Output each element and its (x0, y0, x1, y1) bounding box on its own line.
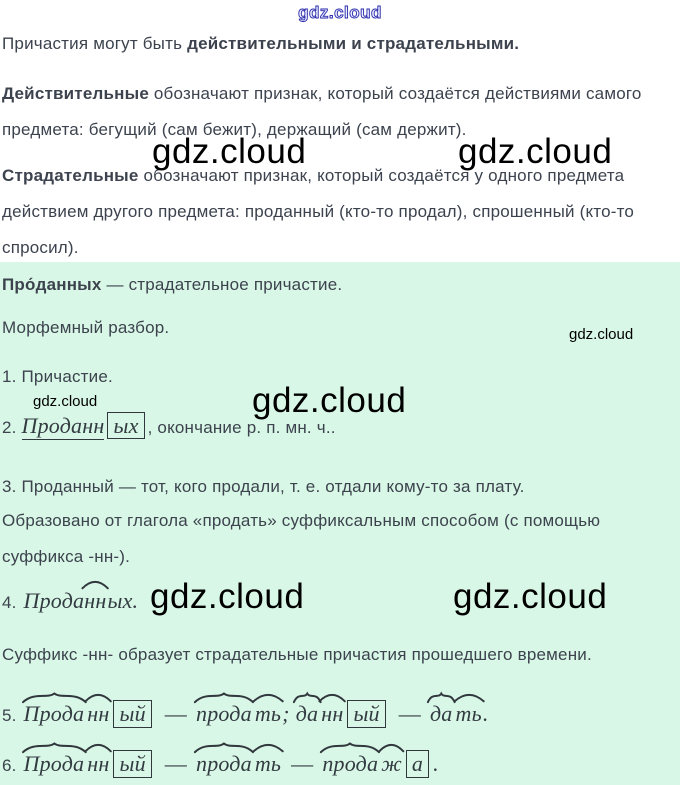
morpheme-suffix (87, 751, 109, 777)
morpheme-text: ть (455, 701, 482, 726)
item-2-description: , окончание р. п. мн. ч.. (147, 418, 336, 437)
morpheme-plain (282, 701, 290, 727)
morpheme-text: да (295, 701, 319, 726)
morpheme-text: нн (321, 701, 344, 726)
watermark-outline-top: gdz.cloud (298, 3, 382, 22)
morpheme-text: да (429, 701, 453, 726)
morpheme-suffix (255, 751, 281, 777)
morpheme-ending (113, 700, 151, 728)
suffix-arc-icon (84, 691, 112, 703)
morpheme-root (24, 751, 85, 777)
root-arc-icon (21, 691, 88, 703)
morpheme-root (430, 701, 453, 727)
suffix-arc-icon (252, 741, 284, 753)
analysis-item-6 (2, 750, 445, 778)
suffix-arc-icon (453, 691, 485, 703)
morpheme-text: прода (322, 751, 379, 776)
root-arc-icon (193, 691, 255, 703)
item-2-word-stem: Проданн (21, 413, 105, 438)
morpheme-text: ть (254, 751, 282, 776)
morpheme-text: прода (196, 751, 252, 776)
morpheme-text: . (433, 751, 439, 776)
dash-separator: — (291, 751, 314, 776)
morpheme-plain (24, 588, 85, 614)
morpheme-root (24, 701, 85, 727)
morpheme-word (296, 700, 390, 728)
suffix-arc-icon (84, 741, 112, 753)
suffix-arc-icon (318, 691, 346, 703)
dash-separator: — (164, 751, 187, 776)
item-2-word-ending-box: ых (107, 412, 144, 439)
bold-text-segment: действительными и страдательными. (187, 34, 520, 53)
analysis-item-3: 3. Проданный — тот, кого продали, т. е. отдали кому-то за плату. (2, 477, 525, 496)
morpheme-text: а (411, 751, 424, 776)
analysis-item-5 (2, 700, 495, 728)
morpheme-ending (406, 750, 429, 778)
bold-text-segment: Про́данных (2, 275, 102, 294)
watermark: gdz.cloud (33, 393, 98, 410)
morpheme-text: . (482, 701, 489, 726)
morpheme-root (296, 701, 319, 727)
text-segment: спросил). (2, 238, 79, 257)
text-segment: предмета: бегущий (сам бежит), держащий (сам держит). (2, 120, 467, 139)
text-segment: обозначают признак, который создаётся у одного предмета (138, 166, 625, 185)
root-arc-icon (293, 691, 322, 703)
item-6-word-chain (24, 751, 445, 776)
bold-text-segment: Действительные (2, 84, 149, 103)
root-arc-icon (427, 691, 456, 703)
text-segment: Причастия могут быть (2, 34, 188, 53)
root-arc-icon (319, 741, 381, 753)
intro-paragraph-3-line-3 (2, 238, 79, 258)
morpheme-suffix (84, 588, 106, 614)
item-5-word-chain (24, 701, 495, 726)
morpheme-ending (347, 700, 385, 728)
dash-separator: — (398, 701, 421, 726)
watermark: gdz.cloud (150, 577, 305, 616)
formed-from-line-2: суффикса -нн-). (2, 547, 131, 566)
morpheme-text: прода (196, 701, 252, 726)
morpheme-text: нн (87, 751, 110, 776)
morpheme-word (24, 700, 156, 728)
morpheme-text: ж (381, 751, 402, 776)
morpheme-root (196, 701, 252, 727)
root-arc-icon (193, 741, 255, 753)
morpheme-plain (483, 701, 489, 727)
item-4-word (24, 588, 145, 613)
intro-paragraph-1 (2, 34, 519, 54)
root-arc-icon (21, 741, 88, 753)
morpheme-word (24, 588, 139, 614)
morpheme-text: нн (84, 588, 107, 613)
text-segment: обозначают признак, который создаётся действиями самого (148, 84, 642, 103)
morpheme-text: Прода (23, 751, 85, 776)
morpheme-text: нн (87, 701, 110, 726)
morpheme-suffix (87, 701, 109, 727)
item-4-number: 4. (2, 593, 22, 612)
morpheme-suffix (255, 701, 281, 727)
watermark: gdz.cloud (569, 326, 634, 343)
morpheme-suffix (381, 751, 402, 777)
suffix-arc-icon (252, 691, 284, 703)
dash-separator: — (164, 701, 187, 726)
suffix-arc-icon (81, 578, 109, 590)
morpheme-text: ый (353, 701, 380, 726)
morpheme-word (196, 751, 282, 777)
text-segment: — страдательное причастие. (101, 275, 343, 294)
watermark: gdz.cloud (453, 577, 608, 616)
morpheme-word (430, 701, 489, 727)
analysis-subtitle: Морфемный разбор. (2, 318, 170, 337)
bold-text-segment: Страдательные (2, 166, 139, 185)
intro-paragraph-3-line-2 (2, 202, 634, 222)
item-6-number: 6. (2, 756, 22, 775)
analysis-item-1: 1. Причастие. (2, 367, 113, 386)
morpheme-text: ый (119, 701, 146, 726)
morpheme-suffix (321, 701, 343, 727)
morpheme-word (322, 750, 438, 778)
morpheme-root (322, 751, 378, 777)
morpheme-ending (113, 750, 151, 778)
suffix-note: Суффикс -нн- образует страдательные причастия прошедшего времени. (2, 645, 592, 664)
analysis-item-4 (2, 588, 144, 614)
watermark: gdz.cloud (152, 132, 307, 171)
watermark: gdz.cloud (252, 381, 407, 420)
text-segment: действием другого предмета: проданный (кто-то продал), спрошенный (кто-то (2, 202, 635, 221)
morpheme-text: ть (254, 701, 282, 726)
item-2-number: 2. (2, 418, 22, 437)
morpheme-text: ый (119, 751, 146, 776)
morpheme-text: ; (282, 701, 290, 726)
item-5-number: 5. (2, 706, 22, 725)
morpheme-plain (107, 588, 138, 614)
morpheme-text: Прода (23, 588, 85, 613)
morpheme-word (24, 750, 156, 778)
morpheme-text: ых. (107, 588, 139, 613)
watermark: gdz.cloud (458, 132, 613, 171)
morpheme-text: Прода (23, 701, 85, 726)
morpheme-suffix (456, 701, 482, 727)
suffix-arc-icon (378, 741, 405, 753)
analysis-title (2, 275, 342, 295)
morpheme-plain (433, 751, 439, 777)
intro-paragraph-2-line-1 (2, 84, 642, 104)
morpheme-root (196, 751, 252, 777)
formed-from-line-1: Образовано от глагола «продать» суффиксальным способом (с помощью (2, 511, 601, 530)
morpheme-word (196, 701, 290, 727)
